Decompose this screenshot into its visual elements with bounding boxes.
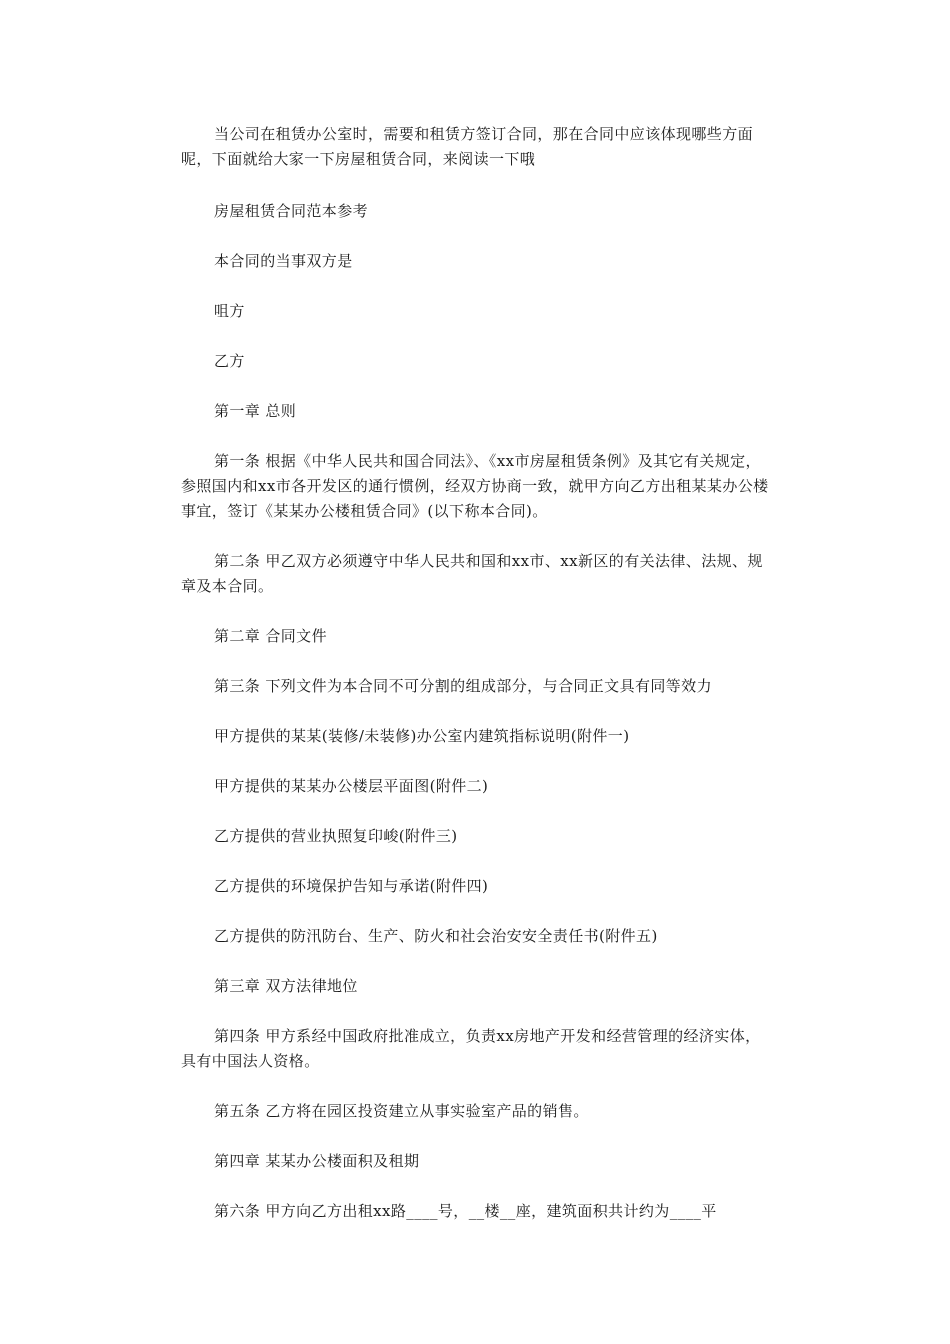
article-6-paragraph: 第六条 甲方向乙方出租xx路____号，__楼__座，建筑面积共计约为____平 <box>214 1202 717 1220</box>
annex-5-item: 乙方提供的防汛防台、生产、防火和社会治安安全责任书(附件五) <box>214 927 658 945</box>
article-5-paragraph: 第五条 乙方将在园区投资建立从事实验室产品的销售。 <box>214 1102 589 1120</box>
article-2-paragraph: 第二条 甲乙双方必须遵守中华人民共和国和xx市、xx新区的有关法律、法规、规章及本合同。 <box>181 552 763 595</box>
article-3-paragraph: 第三条 下列文件为本合同不可分割的组成部分，与合同正文具有同等效力 <box>214 677 712 695</box>
chapter-3-heading: 第三章 双方法律地位 <box>214 977 358 995</box>
chapter-2-heading: 第二章 合同文件 <box>214 627 327 645</box>
contract-title: 房屋租赁合同范本参考 <box>214 202 369 220</box>
annex-4-item: 乙方提供的环境保护告知与承诺(附件四) <box>214 877 489 895</box>
article-4-paragraph: 第四条 甲方系经中国政府批准成立，负责xx房地产开发和经营管理的经济实体，具有中国法人资格。 <box>181 1027 761 1070</box>
article-1-paragraph: 第一条 根据《中华人民共和国合同法》、《xx市房屋租赁条例》及其它有关规定，参照国内和xx市各开发区的通行惯例，经双方协商一致，就甲方向乙方出租某某办公楼事宜，签订《某某办公楼租赁合同》(以下称本合同)。 <box>181 452 769 520</box>
annex-1-item: 甲方提供的某某(装修/未装修)办公室内建筑指标说明(附件一) <box>214 727 630 745</box>
party-b-label: 乙方 <box>214 352 245 370</box>
party-a-label: 咀方 <box>214 302 245 320</box>
annex-3-item: 乙方提供的营业执照复印峻(附件三) <box>214 827 458 845</box>
chapter-4-heading: 第四章 某某办公楼面积及租期 <box>214 1152 420 1170</box>
parties-heading: 本合同的当事双方是 <box>214 252 353 270</box>
chapter-1-heading: 第一章 总则 <box>214 402 297 420</box>
annex-2-item: 甲方提供的某某办公楼层平面图(附件二) <box>214 777 489 795</box>
intro-paragraph: 当公司在租赁办公室时，需要和租赁方签订合同，那在合同中应该体现哪些方面呢，下面就给大家一下房屋租赁合同，来阅读一下哦 <box>181 125 754 168</box>
